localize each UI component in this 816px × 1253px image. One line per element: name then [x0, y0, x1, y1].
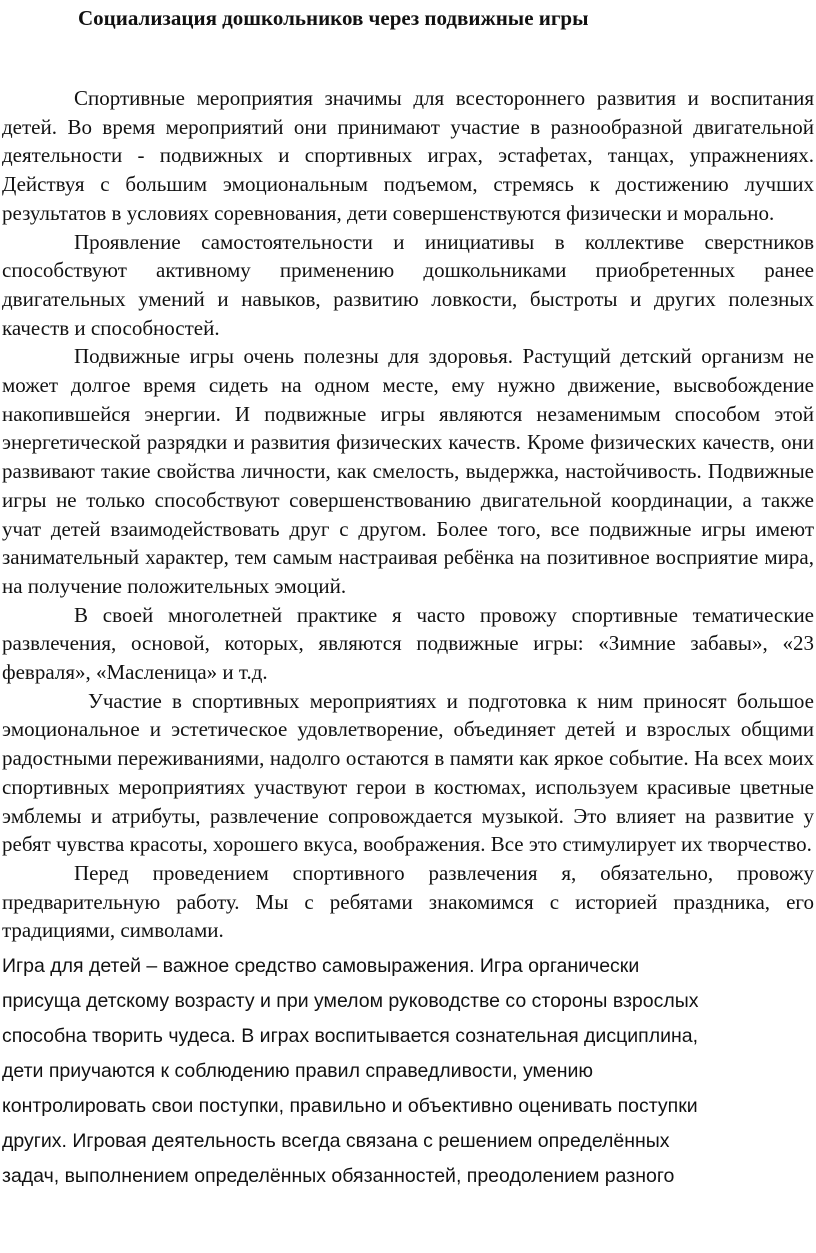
text-line: дети приучаются к соблюдению правил справедливости, умению [2, 1060, 594, 1083]
text-line: присуща детскому возрасту и при умелом руководстве со стороны взрослых [2, 990, 699, 1013]
article-body [2, 84, 814, 945]
paragraph-outdoor-games-health: Подвижные игры очень полезны для здоровья. Растущий детский организм не может долгое время сидеть на одном месте, ему нужно движение, высвобождение накопившейся энергии. И подвижные игры являются незаменимым способом этой энергетической разрядки и развития физических качеств. Кроме физических качеств, они развивают такие свойства личности, как смелость, выдержка, настойчивость. Подвижные игры не только способствуют совершенствованию двигательной координации, а также учат детей взаимодействовать друг с другом. Более того, все подвижные игры имеют занимательный характер, тем самым настраивая ребёнка на позитивное восприятие мира, на получение положительных эмоций. [2, 344, 814, 598]
paragraph-sport-events: Спортивные мероприятия значимы для всестороннего развития и воспитания детей. Во время мероприятий они принимают участие в разнообразной двигательной деятельности - подвижных и спортивных играх, эстафетах, танцах, упражнениях. Действуя с большим эмоциональным подъемом, стремясь к достижению лучших результатов в условиях соревнования, дети совершенствуются физически и морально. [2, 86, 814, 225]
paragraph-participation: Участие в спортивных мероприятиях и подготовка к ним приносят большое эмоциональное и эстетическое удовлетворение, объединяет детей и взрослых общими радостными переживаниями, надолго остаются в памяти как яркое событие. На всех моих спортивных мероприятиях участвуют герои в костюмах, используем красивые цветные эмблемы и атрибуты, развлечение сопровождается музыкой. Это влияет на развитие у ребят чувства красоты, хорошего вкуса, воображения. Все это стимулирует их творчество. [2, 688, 814, 857]
text-line: задач, выполнением определённых обязанностей, преодолением разного [2, 1165, 675, 1188]
game-importance-section [2, 949, 814, 1194]
text-line: других. Игровая деятельность всегда связана с решением определённых [2, 1130, 670, 1153]
document-title: Социализация дошкольников через подвижные игры [78, 6, 589, 30]
text-line: контролировать свои поступки, правильно и объективно оценивать поступки [2, 1095, 698, 1118]
text-line: способна творить чудеса. В играх воспитывается сознательная дисциплина, [2, 1025, 698, 1048]
paragraph-preparation: Перед проведением спортивного развлечения я, обязательно, провожу предварительную работу. Мы с ребятами знакомимся с историей праздника, его традициями, символами. [2, 860, 814, 943]
text-line: Игра для детей – важное средство самовыражения. Игра органически [2, 955, 640, 978]
paragraph-independence: Проявление самостоятельности и инициативы в коллективе сверстников способствуют активному применению дошкольниками приобретенных ранее двигательных умений и навыков, развитию ловкости, быстроты и других полезных качеств и способностей. [2, 229, 814, 340]
paragraph-practice: В своей многолетней практике я часто провожу спортивные тематические развлечения, основой, которых, являются подвижные игры: «Зимние забавы», «23 февраля», «Масленица» и т.д. [2, 602, 814, 685]
